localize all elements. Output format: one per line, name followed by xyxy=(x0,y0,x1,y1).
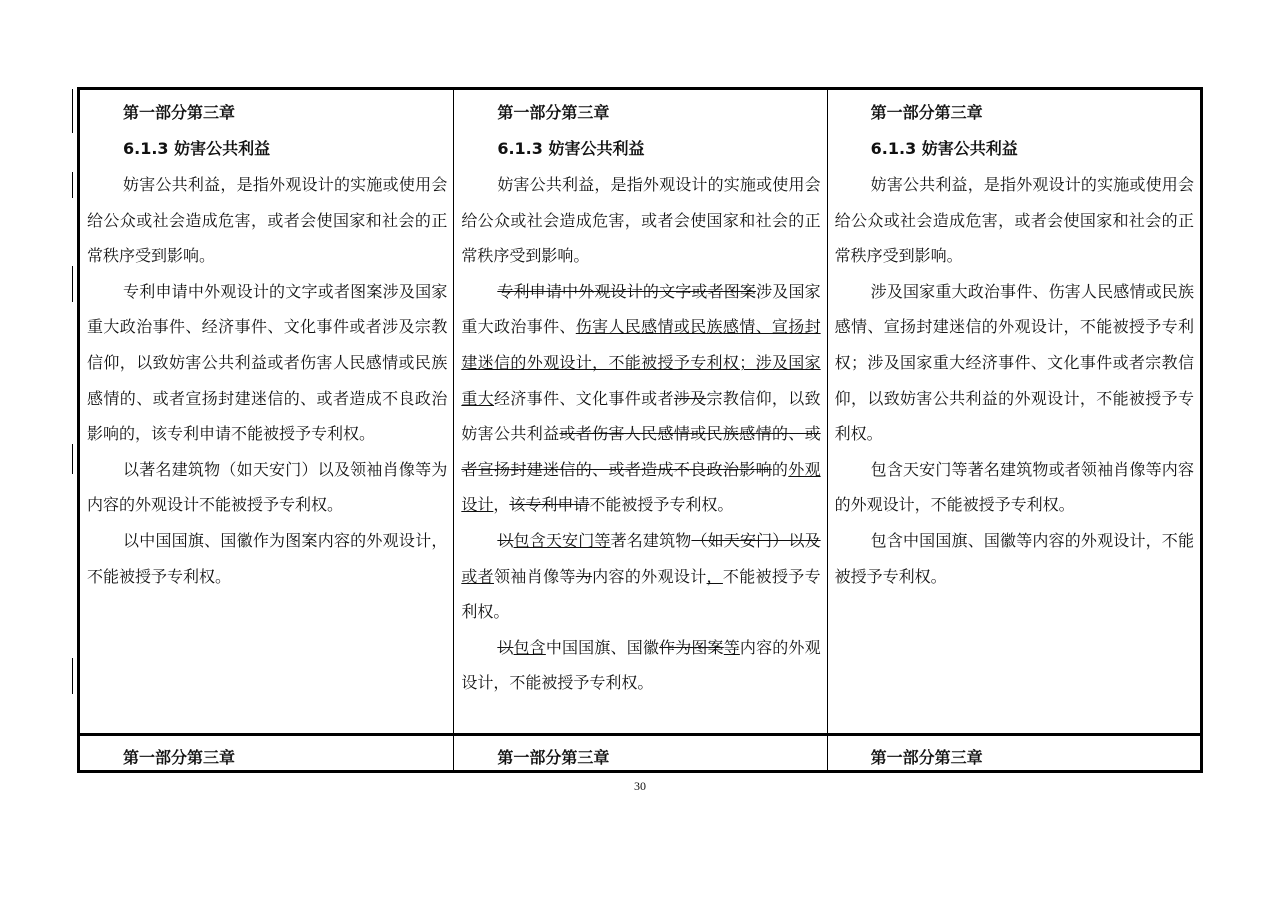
body-paragraph xyxy=(835,167,1194,274)
chapter-heading: 第一部分第三章 xyxy=(123,748,236,767)
body-paragraph xyxy=(87,167,447,274)
deleted-text: 以 xyxy=(497,637,514,657)
chapter-heading: 第一部分第三章 xyxy=(870,103,983,122)
text-run: 涉及国家重大政治事件、伤害人民感情或民族感情、宣扬封建迷信的外观设计，不能被授予专利权；涉及国家重大经济事件、文化事件或者宗教信仰，以致妨害公共利益的外观设计，不能被授予专利权。 xyxy=(834,281,1194,444)
next-chapter-cell xyxy=(827,736,1200,770)
deleted-text: （如天安门）以及 xyxy=(691,530,821,550)
deleted-text: 作为图案 xyxy=(659,637,724,657)
next-chapter-cell xyxy=(80,736,453,770)
deleted-text: 该专利申请 xyxy=(509,495,590,515)
text-run: ， xyxy=(493,495,510,515)
change-bar xyxy=(72,89,73,133)
body-paragraph xyxy=(461,167,820,274)
body-paragraph xyxy=(835,523,1194,594)
change-bar xyxy=(72,658,73,694)
inserted-text: 伤害人民感情或民族感情、宣扬封建迷信的外观设计，不能被授予专利权；涉及国家重大 xyxy=(461,317,821,408)
page-number: 30 xyxy=(634,779,646,793)
deleted-text: 涉及 xyxy=(673,388,707,408)
deleted-text: 专利申请中外观设计的文字或者图案 xyxy=(497,281,757,301)
deleted-text: 为 xyxy=(575,566,593,586)
deleted-text: 或者伤害人民感情或民族感情的、或者宣扬封建迷信的、或者造成不良政治影响 xyxy=(461,424,821,479)
text-run: 内容的外观设计，不能被授予专利权。 xyxy=(461,637,821,693)
body-paragraph xyxy=(835,274,1194,452)
deleted-text: 以 xyxy=(497,530,514,550)
body-paragraph xyxy=(461,523,820,630)
body-paragraph xyxy=(87,274,447,452)
next-chapter-cell xyxy=(453,736,826,770)
inserted-text: ， xyxy=(706,566,723,586)
text-run: 以中国国旗、国徽作为图案内容的外观设计，不能被授予专利权。 xyxy=(87,530,448,586)
body-paragraph xyxy=(835,452,1194,523)
text-run: 中国国旗、国徽 xyxy=(545,637,660,657)
comparison-table xyxy=(77,87,1203,773)
text-run: 包含天安门等著名建筑物或者领袖肖像等内容的外观设计，不能被授予专利权。 xyxy=(834,459,1194,515)
inserted-text: 包含 xyxy=(513,637,546,657)
change-bar xyxy=(72,172,73,198)
inserted-text: 外观设计 xyxy=(461,459,821,515)
text-run: 宗教信仰，以致妨害公共利益 xyxy=(461,388,821,444)
text-run: 专利申请中外观设计的文字或者图案涉及国家重大政治事件、经济事件、文化事件或者涉及宗教信仰，以致妨害公共利益或者伤害人民感情或民族感情的、或者宣扬封建迷信的、或者造成不良政治影响的，该专利申请不能被授予专利权。 xyxy=(87,281,448,444)
text-run: 妨害公共利益，是指外观设计的实施或使用会给公众或社会造成危害，或者会使国家和社会的正常秩序受到影响。 xyxy=(87,175,448,266)
section-heading: 6.1.3 妨害公共利益 xyxy=(870,139,1018,158)
paragraphs xyxy=(87,167,447,594)
section-heading: 6.1.3 妨害公共利益 xyxy=(123,139,271,158)
inserted-text: 包含天安门等 xyxy=(513,530,611,550)
change-bar xyxy=(72,266,73,302)
chapter-heading: 第一部分第三章 xyxy=(497,748,610,767)
text-run: 领袖肖像等 xyxy=(494,566,576,586)
paragraphs xyxy=(835,167,1194,594)
paragraphs xyxy=(461,167,820,701)
section-heading: 6.1.3 妨害公共利益 xyxy=(497,139,645,158)
text-run: 妨害公共利益，是指外观设计的实施或使用会给公众或社会造成危害，或者会使国家和社会的正常秩序受到影响。 xyxy=(834,175,1194,266)
body-paragraph xyxy=(461,274,820,523)
inserted-text: 等 xyxy=(723,637,740,657)
change-bar xyxy=(72,444,73,474)
content-row xyxy=(80,90,1200,733)
body-paragraph xyxy=(461,630,820,701)
inserted-text: 或者 xyxy=(461,566,495,586)
body-paragraph xyxy=(87,452,447,523)
column-original xyxy=(80,90,453,733)
text-run: 包含中国国旗、国徽等内容的外观设计，不能被授予专利权。 xyxy=(834,530,1194,586)
text-run: 著名建筑物 xyxy=(610,530,692,550)
text-run: 的 xyxy=(771,459,789,479)
text-run: 以著名建筑物（如天安门）以及领袖肖像等为内容的外观设计不能被授予专利权。 xyxy=(87,459,448,515)
text-run: 涉及国家重大政治事件、 xyxy=(461,281,821,337)
column-revised xyxy=(827,90,1200,733)
chapter-heading: 第一部分第三章 xyxy=(497,103,610,122)
chapter-heading: 第一部分第三章 xyxy=(123,103,236,122)
next-row xyxy=(80,733,1200,770)
column-revision-marked xyxy=(453,90,826,733)
text-run: 不能被授予专利权。 xyxy=(461,566,821,622)
text-run: 妨害公共利益，是指外观设计的实施或使用会给公众或社会造成危害，或者会使国家和社会的正常秩序受到影响。 xyxy=(461,175,821,266)
chapter-heading: 第一部分第三章 xyxy=(870,748,983,767)
text-run: 经济事件、文化事件或者 xyxy=(494,388,674,408)
text-run: 内容的外观设计 xyxy=(592,566,707,586)
text-run: 不能被授予专利权。 xyxy=(589,495,734,515)
body-paragraph xyxy=(87,523,447,594)
